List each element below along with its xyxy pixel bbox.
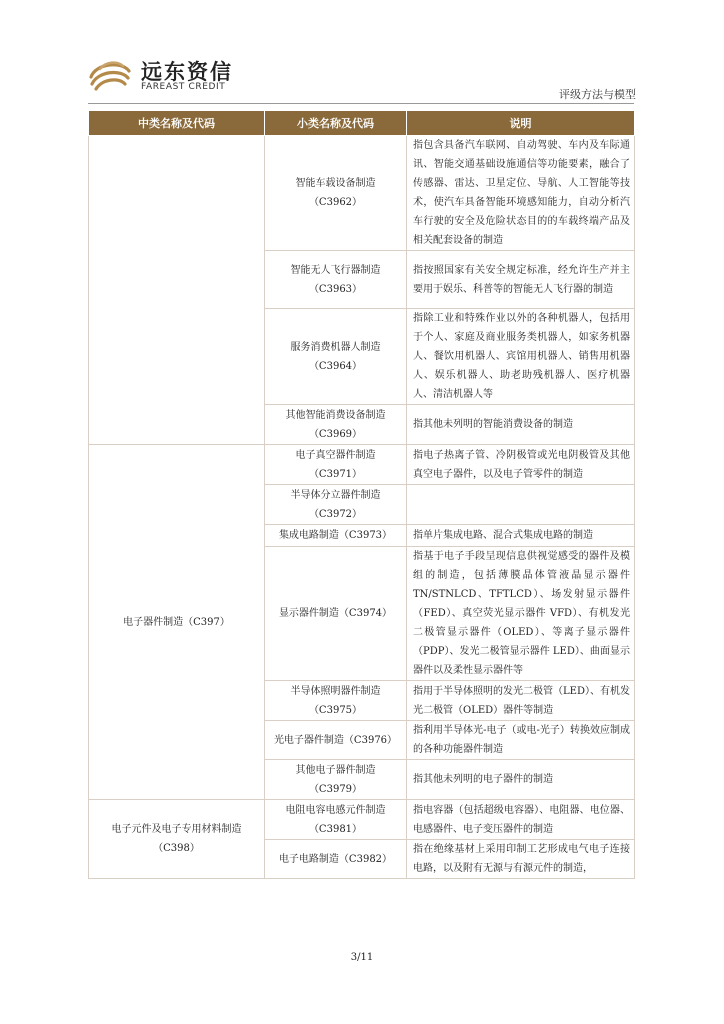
table-row [89, 445, 635, 485]
sub-class-cell [265, 136, 407, 251]
sub-class-name: 服务消费机器人制造 [290, 341, 381, 353]
sub-class-cell [265, 800, 407, 840]
sub-class-name: 电子电路制造（C3982） [278, 853, 393, 865]
sub-class-cell [265, 840, 407, 879]
sub-class-code: （C3981） [308, 823, 363, 835]
description-cell: 指电子热离子管、冷阴极管或光电阴极管及其他真空电子器件，以及电子管零件的制造 [407, 445, 635, 485]
fareast-logo-icon [88, 55, 132, 91]
sub-class-code: （C3975） [308, 704, 363, 716]
description-cell: 指在绝缘基材上采用印制工艺形成电气电子连接电路，以及附有无源与有源元件的制造， [407, 840, 635, 879]
sub-class-name: 电阻电容电感元件制造 [285, 804, 386, 816]
brand-name-cn: 远东资信 [141, 60, 233, 84]
sub-class-cell [265, 547, 407, 681]
sub-class-cell [265, 525, 407, 547]
middle-class-code: （C398） [153, 843, 200, 854]
description-cell: 指其他未列明的智能消费设备的制造 [407, 405, 635, 445]
description-cell: 指除工业和特殊作业以外的各种机器人，包括用于个人、家庭及商业服务类机器人，如家务机器人、餐饮用机器人、宾馆用机器人、销售用机器人、娱乐机器人、助老助残机器人、医疗机器人、清洁机器人等 [407, 309, 635, 405]
sub-class-name: 电子真空器件制造 [295, 449, 376, 461]
sub-class-code: （C3962） [308, 197, 363, 208]
sub-class-cell [265, 251, 407, 309]
sub-class-name: 智能车载设备制造 [295, 178, 376, 189]
sub-class-cell [265, 721, 407, 760]
sub-class-cell [265, 681, 407, 721]
sub-class-code: （C3971） [308, 468, 363, 480]
description-cell: 指用于半导体照明的发光二极管（LED）、有机发光二极管（OLED）器件等制造 [407, 681, 635, 721]
middle-class-cell [89, 136, 265, 445]
sub-class-cell [265, 405, 407, 445]
sub-class-cell [265, 309, 407, 405]
page-number: 3/11 [350, 952, 374, 963]
sub-class-code: （C3964） [308, 360, 363, 372]
header-divider [88, 103, 634, 104]
middle-class-name: 电子元件及电子专用材料制造 [111, 824, 242, 835]
table-row [89, 136, 635, 251]
description-cell: 指包含具备汽车联网、自动驾驶、车内及车际通讯、智能交通基础设施通信等功能要素，融合了传感器、雷达、卫星定位、导航、人工智能等技术，使汽车具备智能环境感知能力，自动分析汽车行驶的安全及危险状态目的的车载终端产品及相关配套设备的制造 [407, 136, 635, 251]
industry-classification-table [88, 110, 635, 879]
sub-class-code: （C3969） [308, 428, 363, 440]
column-header-description: 说明 [407, 111, 635, 136]
description-cell: 指单片集成电路、混合式集成电路的制造 [407, 525, 635, 547]
description-cell: 指基于电子手段呈现信息供视觉感受的器件及模组的制造，包括薄膜晶体管液晶显示器件TN/STNLCD、TFTLCD）、场发射显示器件（FED）、真空荧光显示器件 VFD）、有机发光二极管显示器件（OLED）、等离子显示器件（PDP）、发光二极管显示器件 LED）、曲面显示器件以及柔性显示器件等 [407, 547, 635, 681]
column-header-sub-class: 小类名称及代码 [265, 111, 407, 136]
sub-class-name: 其他智能消费设备制造 [285, 409, 386, 421]
description-cell: 指其他未列明的电子器件的制造 [407, 760, 635, 800]
column-header-middle-class: 中类名称及代码 [89, 111, 265, 136]
sub-class-name: 光电子器件制造（C3976） [273, 734, 398, 746]
description-cell: 指电容器（包括超级电容器）、电阻器、电位器、电感器件、电子变压器件的制造 [407, 800, 635, 840]
sub-class-name: 智能无人飞行器制造 [290, 264, 381, 276]
doc-title: 评级方法与模型 [559, 88, 636, 101]
middle-class-cell [89, 800, 265, 879]
description-cell: 指按照国家有关安全规定标准，经允许生产并主要用于娱乐、科普等的智能无人飞行器的制造 [407, 251, 635, 309]
sub-class-name: 半导体照明器件制造 [290, 685, 381, 697]
table-header-row [89, 111, 635, 136]
description-cell [407, 485, 635, 525]
page-header [0, 0, 724, 110]
description-cell: 指利用半导体光-电子（或电-光子）转换效应制成的各种功能器件制造 [407, 721, 635, 760]
middle-class-cell: 电子器件制造（C397） [89, 445, 265, 800]
table-row [89, 800, 635, 840]
sub-class-code: （C3972） [308, 508, 363, 520]
sub-class-code: （C3979） [308, 783, 363, 795]
sub-class-name: 半导体分立器件制造 [290, 489, 381, 501]
sub-class-cell [265, 445, 407, 485]
sub-class-name: 集成电路制造（C3973） [278, 530, 393, 541]
industry-classification-table-wrap [88, 110, 634, 879]
sub-class-code: （C3963） [308, 283, 363, 295]
sub-class-name: 其他电子器件制造 [295, 764, 376, 776]
sub-class-name: 显示器件制造（C3974） [278, 608, 393, 619]
sub-class-cell [265, 485, 407, 525]
sub-class-cell [265, 760, 407, 800]
brand-name-en: FAREAST CREDIT [141, 82, 226, 92]
